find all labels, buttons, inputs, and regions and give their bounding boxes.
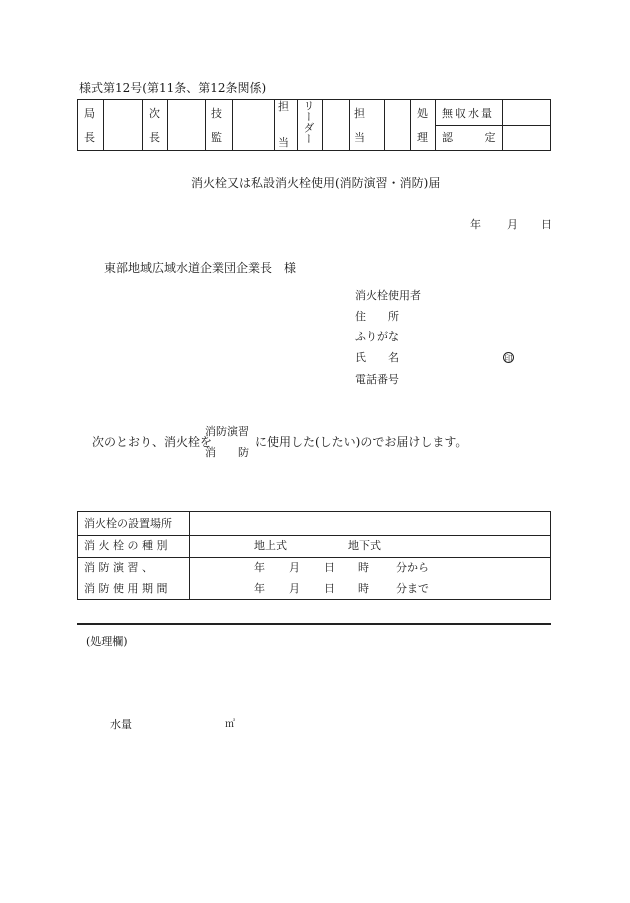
approval-leader-top: 担	[278, 100, 289, 113]
usage-table	[77, 511, 551, 600]
usage-period-label-2: 消 防 使 用 期 間	[84, 582, 168, 595]
approval-staff-top: 担	[354, 107, 365, 120]
period-from-hour: 時	[358, 561, 369, 574]
date-month: 月	[507, 218, 518, 231]
water-recognition-top: 無収水量	[442, 107, 494, 120]
approval-leader-bottom: 当	[278, 136, 289, 149]
applicant-address-label: 住 所	[355, 310, 399, 323]
water-recognition-bottom: 認 定	[442, 131, 496, 144]
period-to-day: 日	[324, 582, 335, 595]
statement-suffix: に使用した(したい)のでお届けします。	[255, 435, 468, 449]
usage-type-aboveground: 地上式	[254, 539, 287, 552]
approval-processing-bottom: 理	[417, 131, 428, 144]
usage-type-label: 消 火 栓 の 種 別	[84, 539, 168, 552]
statement-prefix: 次のとおり、消火栓を	[92, 435, 213, 449]
statement-option-drill: 消防演習	[205, 425, 249, 438]
period-to-month: 月	[289, 582, 300, 595]
applicant-name-label: 氏 名	[355, 351, 399, 364]
period-from-minute: 分から	[396, 561, 429, 574]
applicant-furigana-label: ふりがな	[355, 330, 399, 343]
approval-staff-bottom: 当	[354, 131, 365, 144]
applicant-phone-label: 電話番号	[355, 373, 399, 386]
period-from-month: 月	[289, 561, 300, 574]
form-number: 様式第12号(第11条、第12条関係)	[79, 81, 267, 95]
approval-director-top: 局	[84, 107, 95, 120]
addressee: 東部地域広域水道企業団企業長 様	[104, 261, 297, 275]
approval-leader-label: リーダー	[302, 100, 315, 144]
period-to-minute: 分まで	[396, 582, 429, 595]
usage-location-label: 消火栓の設置場所	[84, 517, 172, 530]
period-from-day: 日	[324, 561, 335, 574]
water-volume-unit: ㎥	[225, 719, 235, 730]
approval-director-bottom: 長	[84, 131, 95, 144]
processing-divider	[77, 623, 551, 625]
approval-engineer-bottom: 監	[211, 131, 222, 144]
applicant-heading: 消火栓使用者	[355, 289, 421, 302]
usage-period-label-1: 消 防 演 習 、	[84, 561, 153, 574]
water-volume-label: 水量	[110, 718, 132, 731]
period-to-hour: 時	[358, 582, 369, 595]
approval-engineer-top: 技	[211, 107, 222, 120]
approval-deputy-bottom: 長	[149, 131, 160, 144]
approval-processing-top: 処	[417, 107, 428, 120]
approval-deputy-top: 次	[149, 107, 160, 120]
date-year: 年	[470, 218, 481, 231]
approval-table	[77, 99, 551, 151]
period-to-year: 年	[254, 582, 265, 595]
date-day: 日	[541, 218, 552, 231]
period-from-year: 年	[254, 561, 265, 574]
document-title: 消火栓又は私設消火栓使用(消防演習・消防)届	[191, 176, 441, 190]
processing-label: (処理欄)	[86, 635, 128, 648]
seal-mark: 印	[504, 354, 513, 363]
statement-option-fire: 消 防	[205, 446, 249, 459]
usage-type-underground: 地下式	[348, 539, 381, 552]
